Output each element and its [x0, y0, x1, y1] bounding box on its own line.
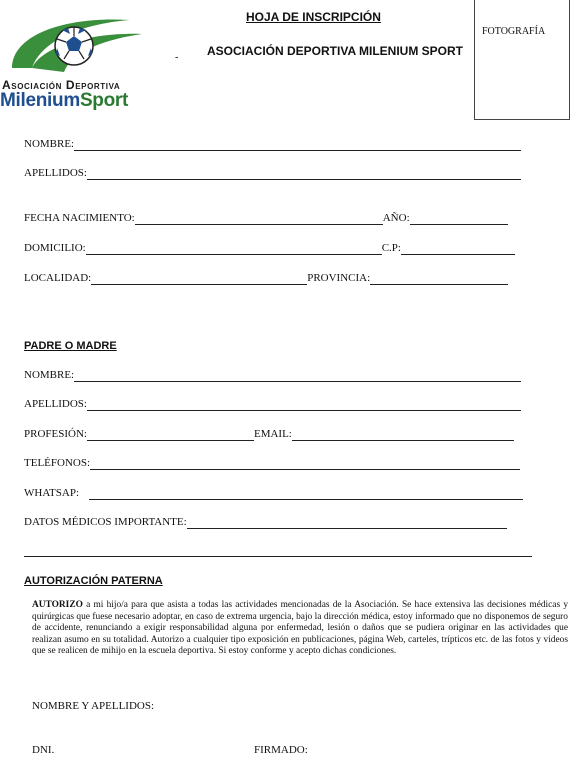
- header-dash: -: [175, 52, 179, 63]
- input-line-nombre[interactable]: [74, 138, 521, 151]
- authorization-lead: AUTORIZO: [32, 600, 83, 610]
- field-row-fecha: [24, 209, 508, 225]
- input-line-parent-apellidos[interactable]: [87, 398, 521, 411]
- field-row-nombre: [24, 135, 521, 151]
- field-row-domicilio: [24, 239, 515, 255]
- label-apellidos: APELLIDOS:: [24, 167, 87, 179]
- input-line-localidad[interactable]: [91, 272, 307, 285]
- field-row-localidad: [24, 269, 508, 285]
- label-anio: AÑO:: [382, 212, 410, 224]
- input-line-extra[interactable]: [24, 556, 532, 557]
- authorization-body: a mi hijo/a para que asista a todas las actividades mencionadas de la Asociación. Se hace extensiva las decisiones médicas y quirúrgicas que fuese necesario adoptar, en caso de extrema urgencia, bajo la dirección médica, estoy informado que no disponemos de seguro de accidente, renunciando a exigir responsabilidad alguna por enfermedad, lesión o daños que se pudiera originar en las actividades que realizan asumo en su totalidad. Autorizo a cualquier tipo exposición en publicaciones, página Web, carteles, trípticos etc. de las fotos y videos que se realicen de mihijo en la escuela deportiva. Si estoy conforme y acepto dichas condiciones.: [32, 600, 569, 657]
- logo-text-milenium: Milenium: [0, 90, 80, 111]
- input-line-datos-medicos[interactable]: [187, 516, 507, 529]
- label-domicilio: DOMICILIO:: [24, 242, 86, 254]
- input-line-telefonos[interactable]: [90, 457, 520, 470]
- input-line-domicilio[interactable]: [86, 242, 382, 255]
- logo-text-association: Asociación Deportiva: [2, 78, 121, 92]
- page-title: HOJA DE INSCRIPCIÓN: [246, 10, 381, 24]
- field-row-parent-apellidos: [24, 395, 521, 411]
- label-cp: C.P:: [381, 242, 401, 254]
- label-telefonos: TELÉFONOS:: [24, 457, 90, 469]
- label-provincia: PROVINCIA:: [307, 272, 371, 284]
- input-line-fecha-nacimiento[interactable]: [135, 212, 383, 225]
- label-fecha-nacimiento: FECHA NACIMIENTO:: [24, 212, 135, 224]
- label-datos-medicos: DATOS MÉDICOS IMPORTANTE:: [24, 516, 187, 528]
- label-nombre: NOMBRE:: [24, 138, 75, 150]
- label-parent-apellidos: APELLIDOS:: [24, 398, 87, 410]
- input-line-parent-nombre[interactable]: [74, 369, 521, 382]
- input-line-provincia[interactable]: [370, 272, 508, 285]
- label-email: EMAIL:: [253, 428, 292, 440]
- field-row-parent-nombre: [24, 366, 521, 382]
- label-dni: DNI.: [32, 744, 55, 756]
- field-row-telefonos: [24, 454, 520, 470]
- section-heading-parent: PADRE O MADRE: [24, 340, 117, 352]
- logo-text-name: [0, 90, 128, 112]
- label-whatsapp: WHATSAP:: [24, 487, 80, 499]
- label-profesion: PROFESIÓN:: [24, 428, 87, 440]
- field-row-whatsapp: [24, 484, 523, 500]
- label-parent-nombre: NOMBRE:: [24, 369, 75, 381]
- section-heading-authorization: AUTORIZACIÓN PATERNA: [24, 575, 163, 587]
- input-line-profesion[interactable]: [87, 428, 254, 441]
- label-firmado: FIRMADO:: [254, 744, 308, 756]
- authorization-text: [32, 600, 568, 658]
- logo-text-sport: Sport: [79, 90, 129, 111]
- photo-label: FOTOGRAFÍA: [482, 26, 546, 37]
- input-line-email[interactable]: [292, 428, 514, 441]
- field-row-profesion: [24, 425, 514, 441]
- input-line-anio[interactable]: [410, 212, 508, 225]
- input-line-whatsapp[interactable]: [89, 487, 523, 500]
- organization-name: ASOCIACIÓN DEPORTIVA MILENIUM SPORT: [206, 44, 463, 58]
- field-row-apellidos: [24, 164, 521, 180]
- soccer-ball-logo-icon: [2, 6, 152, 86]
- field-row-datos-medicos: [24, 513, 507, 529]
- input-line-apellidos[interactable]: [87, 167, 521, 180]
- label-localidad: LOCALIDAD:: [24, 272, 92, 284]
- label-nombre-apellidos: NOMBRE Y APELLIDOS:: [32, 700, 155, 712]
- photo-box[interactable]: [474, 0, 570, 120]
- input-line-cp[interactable]: [401, 242, 515, 255]
